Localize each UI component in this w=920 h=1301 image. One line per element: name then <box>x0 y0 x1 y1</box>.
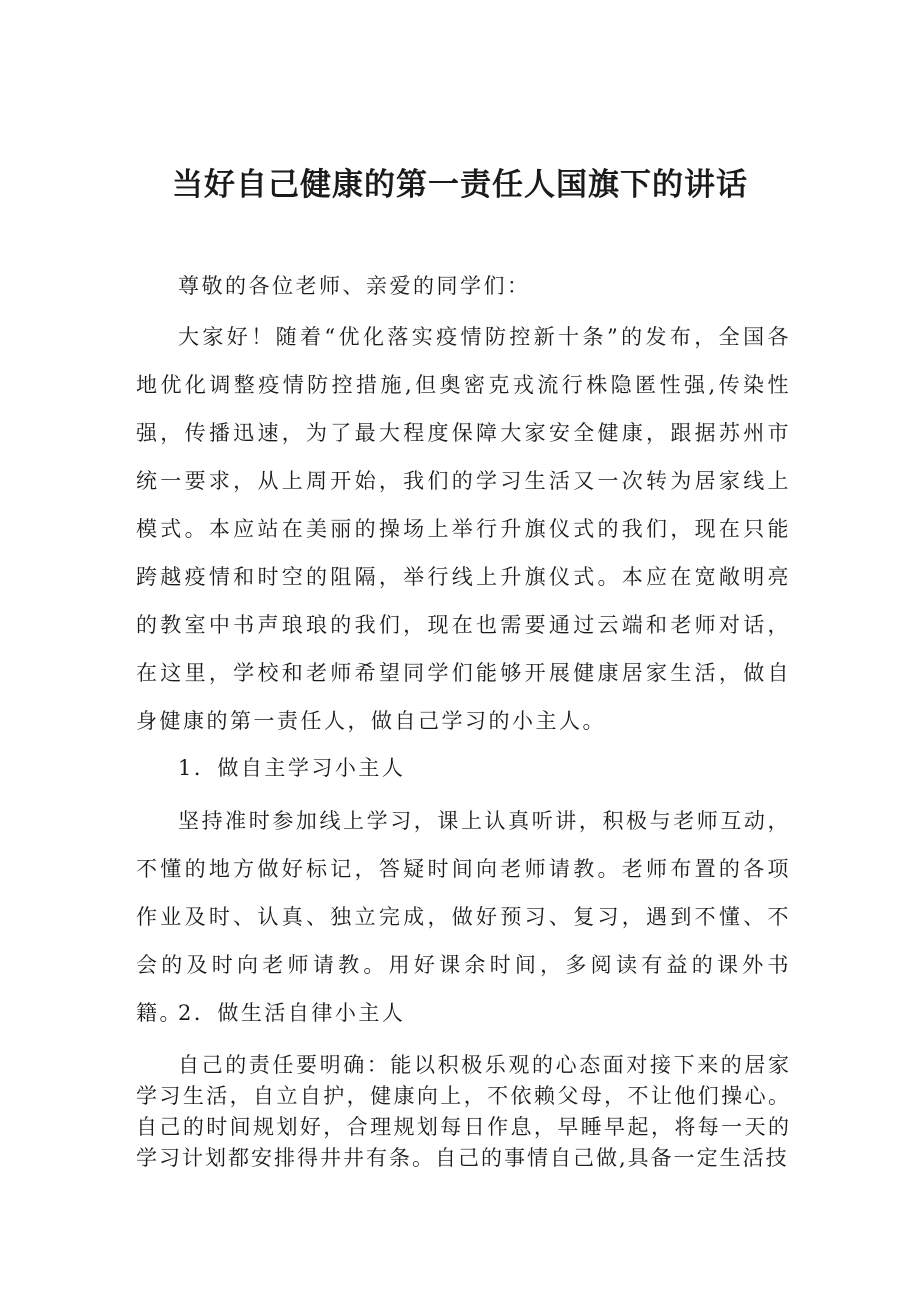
section-heading-2: 2．做生活自律小主人 <box>178 1001 406 1025</box>
paragraph-study: 坚持准时参加线上学习，课上认真听讲，积极与老师互动，不懂的地方做好标记，答疑时间向老师请教。老师布置的各项作业及时、认真、独立完成，做好预习、复习，遇到不懂、不会的及时向老师请教。用好课余时间，多阅读有益的课外书籍。 <box>136 809 791 1025</box>
paragraph-intro: 大家好！随着“优化落实疫情防控新十条”的发布，全国各地优化调整疫情防控措施,但奥密克戎流行株隐匿性强,传染性强，传播迅速，为了最大程度保障大家安全健康，跟据苏州市统一要求，从上周开始，我们的学习生活又一次转为居家线上模式。本应站在美丽的操场上举行升旗仪式的我们，现在只能跨越疫情和时空的阻隔，举行线上升旗仪式。本应在宽敞明亮的教室中书声琅琅的我们，现在也需要通过云端和老师对话，在这里，学校和老师希望同学们能够开展健康居家生活，做自身健康的第一责任人，做自己学习的小主人。 <box>136 325 791 733</box>
paragraph-self-discipline: 自己的责任要明确：能以积极乐观的心态面对接下来的居家学习生活，自立自护，健康向上，不依赖父母，不让他们操心。自己的时间规划好，合理规划每日作息，早睡早起，将每一天的学习计划都安排得井井有条。自己的事情自己做,具备一定生活技 <box>136 1053 791 1170</box>
section-heading-1: 1．做自主学习小主人 <box>178 756 406 780</box>
greeting-line: 尊敬的各位老师、亲爱的同学们： <box>178 274 531 298</box>
document-title: 当好自己健康的第一责任人国旗下的讲话 <box>172 167 748 203</box>
